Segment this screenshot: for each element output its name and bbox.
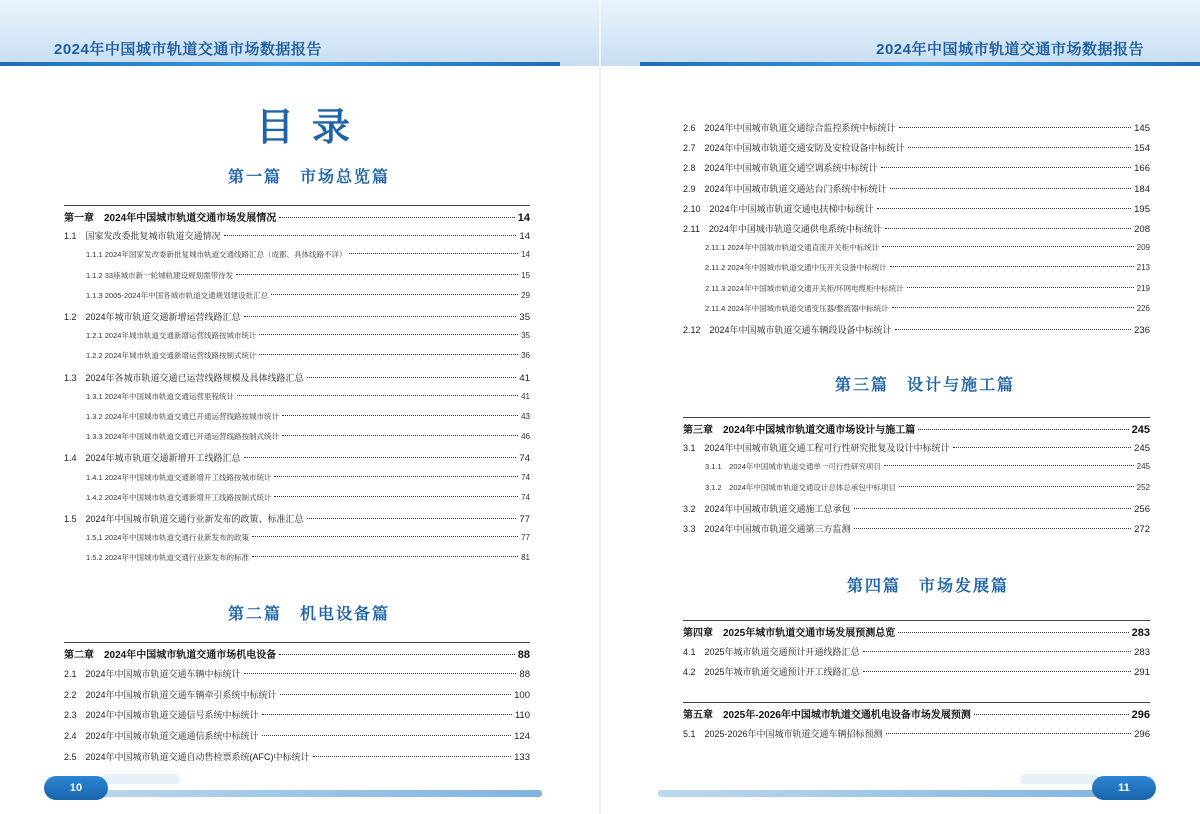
toc-entry-page: 88 bbox=[519, 668, 530, 680]
toc-section-entry[interactable] bbox=[64, 688, 530, 701]
toc-entry-page: 226 bbox=[1136, 303, 1150, 313]
dot-leader bbox=[274, 496, 518, 497]
toc-entry-title: 第五章 2025年-2026年中国城市轨道交通机电设备市场发展预测 bbox=[683, 710, 971, 721]
dot-leader bbox=[886, 733, 1132, 734]
chapter-rule bbox=[683, 702, 1150, 703]
toc-chapter-entry[interactable] bbox=[683, 624, 1150, 639]
dot-leader bbox=[892, 307, 1134, 308]
toc-section-entry[interactable] bbox=[64, 750, 530, 763]
toc-entry-title: 1.4.1 2024年中国城市轨道交通新增开工线路按城市统计 bbox=[86, 472, 272, 482]
toc-entry-page: 272 bbox=[1134, 524, 1150, 535]
dot-leader bbox=[252, 536, 518, 537]
dot-leader bbox=[974, 714, 1129, 715]
toc-entry-title: 4.2 2025年城市轨道交通预计开工线路汇总 bbox=[683, 667, 860, 677]
toc-entry-title: 1.1 国家发改委批复城市轨道交通情况 bbox=[64, 231, 221, 242]
chapter-rule bbox=[64, 205, 530, 206]
dot-leader bbox=[236, 274, 518, 275]
part-heading-1: 第一篇 市场总览篇 bbox=[228, 169, 391, 186]
dot-leader bbox=[271, 294, 518, 295]
toc-entry-page: 245 bbox=[1136, 462, 1150, 472]
toc-subsection-entry[interactable] bbox=[86, 391, 530, 402]
toc-entry-title: 2.4 2024年中国城市轨道交通通信系统中标统计 bbox=[64, 731, 259, 742]
toc-entry-title: 2.10 2024年中国城市轨道交通电扶梯中标统计 bbox=[683, 203, 874, 214]
dot-leader bbox=[224, 235, 517, 236]
toc-section-entry[interactable] bbox=[683, 121, 1150, 134]
toc-entry-page: 296 bbox=[1134, 728, 1150, 740]
toc-section-entry[interactable] bbox=[683, 502, 1150, 515]
toc-chapter-entry[interactable] bbox=[683, 421, 1150, 436]
toc-entry-title: 1.1.3 2005-2024年中国各城市轨道交通规划建设批汇总 bbox=[86, 290, 269, 300]
dot-leader bbox=[877, 208, 1132, 209]
toc-entry-page: 77 bbox=[521, 533, 530, 543]
toc-entry-title: 1.2 2024年城市轨道交通新增运营线路汇总 bbox=[64, 312, 241, 322]
toc-entry-title: 2.3 2024年中国城市轨道交通信号系统中标统计 bbox=[64, 710, 259, 721]
header-title-right: 2024年中国城市轨道交通市场数据报告 bbox=[876, 41, 1144, 58]
toc-subsection-entry[interactable] bbox=[705, 461, 1150, 472]
toc-entry-title: 1.5 2024年中国城市轨道交通行业新发布的政策、标准汇总 bbox=[64, 514, 304, 524]
dot-leader bbox=[907, 287, 1134, 288]
toc-section-entry[interactable] bbox=[64, 708, 530, 721]
dot-leader bbox=[244, 673, 517, 674]
toc-entry-title: 2.5 2024年中国城市轨道交通自动售检票系统(AFC)中标统计 bbox=[64, 752, 310, 762]
chapter-rule bbox=[64, 642, 530, 643]
toc-entry-page: 184 bbox=[1134, 183, 1150, 195]
toc-subsection-entry[interactable] bbox=[705, 482, 1150, 493]
dot-leader bbox=[349, 253, 518, 254]
toc-section-entry[interactable] bbox=[64, 451, 530, 464]
toc-entry-page: 236 bbox=[1134, 325, 1150, 336]
toc-entry-page: 245 bbox=[1131, 424, 1150, 436]
toc-section-entry[interactable] bbox=[683, 645, 1150, 658]
toc-entry-page: 213 bbox=[1136, 263, 1150, 273]
dot-leader bbox=[854, 508, 1132, 509]
dot-leader bbox=[884, 465, 1134, 466]
dot-leader bbox=[898, 632, 1128, 633]
toc-entry-page: 43 bbox=[521, 412, 530, 421]
dot-leader bbox=[279, 217, 515, 218]
toc-entry-page: 256 bbox=[1134, 503, 1150, 515]
dot-leader bbox=[918, 429, 1128, 430]
toc-section-entry[interactable] bbox=[683, 727, 1150, 740]
toc-entry-page: 245 bbox=[1134, 443, 1150, 455]
toc-chapter-entry[interactable] bbox=[64, 646, 530, 661]
toc-subsection-entry[interactable] bbox=[86, 330, 530, 341]
dot-leader bbox=[307, 377, 517, 378]
toc-entry-page: 74 bbox=[521, 492, 530, 502]
toc-section-entry[interactable] bbox=[683, 522, 1150, 535]
toc-entry-page: 209 bbox=[1136, 243, 1150, 253]
toc-entry-page: 41 bbox=[519, 372, 530, 384]
dot-leader bbox=[274, 476, 518, 477]
dot-leader bbox=[881, 167, 1132, 168]
toc-entry-page: 195 bbox=[1134, 203, 1150, 215]
toc-entry-page: 74 bbox=[521, 472, 530, 482]
dot-leader bbox=[262, 735, 512, 736]
toc-entry-title: 2.11.4 2024年中国城市轨道交通变压器/整流器中标统计 bbox=[705, 303, 889, 313]
dot-leader bbox=[885, 228, 1131, 229]
toc-subsection-entry[interactable] bbox=[86, 411, 530, 422]
page-number-right: 11 bbox=[1092, 776, 1156, 800]
toc-entry-page: 110 bbox=[514, 710, 530, 722]
toc-section-entry[interactable] bbox=[64, 371, 530, 384]
toc-entry-page: 88 bbox=[517, 649, 530, 661]
toc-entry-title: 1.5.1 2024年中国城市轨道交通行业新发布的政策 bbox=[86, 533, 249, 543]
toc-entry-page: 145 bbox=[1134, 123, 1150, 134]
dot-leader bbox=[899, 127, 1132, 128]
toc-entry-title: 第一章 2024年中国城市轨道交通市场发展情况 bbox=[64, 213, 277, 224]
dot-leader bbox=[279, 654, 515, 655]
toc-title: 目录 bbox=[256, 107, 369, 149]
toc-subsection-entry[interactable] bbox=[86, 472, 530, 483]
toc-section-entry[interactable] bbox=[64, 310, 530, 323]
toc-entry-page: 15 bbox=[521, 270, 530, 280]
toc-entry-page: 41 bbox=[521, 391, 530, 401]
toc-entry-page: 296 bbox=[1131, 709, 1150, 721]
toc-section-entry[interactable] bbox=[64, 229, 530, 242]
toc-entry-title: 3.1.2 2024年中国城市轨道交通设计总体总承包中标项目 bbox=[705, 482, 896, 492]
toc-subsection-entry[interactable] bbox=[86, 350, 530, 361]
toc-section-entry[interactable] bbox=[683, 323, 1150, 336]
toc-entry-page: 14 bbox=[521, 250, 530, 260]
dot-leader bbox=[863, 671, 1132, 672]
footer-wave-left bbox=[100, 774, 180, 784]
toc-entry-title: 3.1.1 2024年中国城市轨道交通单一可行性研究项目 bbox=[705, 462, 881, 472]
toc-subsection-entry[interactable] bbox=[86, 249, 530, 260]
toc-entry-title: 5.1 2025-2026年中国城市轨道交通车辆招标预测 bbox=[683, 728, 883, 739]
toc-entry-title: 1.5.2 2024年中国城市轨道交通行业新发布的标准 bbox=[86, 553, 249, 563]
part-heading-4: 第四篇 市场发展篇 bbox=[847, 578, 1010, 595]
dot-leader bbox=[307, 518, 517, 519]
toc-entry-page: 154 bbox=[1134, 143, 1150, 155]
toc-entry-title: 2.11.1 2024年中国城市轨道交通直流开关柜中标统计 bbox=[705, 243, 880, 253]
toc-subsection-entry[interactable] bbox=[86, 270, 530, 281]
dot-leader bbox=[313, 756, 512, 757]
toc-entry-page: 14 bbox=[519, 231, 530, 243]
dot-leader bbox=[863, 651, 1132, 652]
toc-entry-page: 133 bbox=[514, 752, 530, 763]
toc-subsection-entry[interactable] bbox=[86, 532, 530, 543]
dot-leader bbox=[953, 447, 1132, 448]
header-rule-left bbox=[0, 62, 560, 66]
toc-entry-page: 283 bbox=[1131, 627, 1150, 639]
toc-entry-page: 166 bbox=[1134, 163, 1150, 175]
toc-entry-title: 1.3.3 2024年中国城市轨道交通已开通运营线路按制式统计 bbox=[86, 432, 279, 442]
part-heading-2: 第二篇 机电设备篇 bbox=[228, 606, 391, 623]
toc-entry-page: 252 bbox=[1136, 482, 1150, 492]
toc-entry-title: 2.11.2 2024年中国城市轨道交通中压开关设备中标统计 bbox=[705, 263, 887, 273]
toc-subsection-entry[interactable] bbox=[705, 303, 1150, 314]
toc-entry-page: 36 bbox=[521, 351, 530, 361]
toc-entry-title: 2.7 2024年中国城市轨道交通安防及安检设备中标统计 bbox=[683, 143, 905, 154]
dot-leader bbox=[282, 435, 518, 436]
toc-section-entry[interactable] bbox=[683, 441, 1150, 454]
toc-chapter-entry[interactable] bbox=[64, 209, 530, 224]
toc-entry-title: 2.1 2024年中国城市轨道交通车辆中标统计 bbox=[64, 668, 241, 679]
toc-entry-title: 2.12 2024年中国城市轨道交通车辆段设备中标统计 bbox=[683, 325, 892, 335]
toc-entry-title: 3.1 2024年中国城市轨道交通工程可行性研究批复及设计中标统计 bbox=[683, 443, 950, 454]
toc-entry-title: 1.2.2 2024年城市轨道交通新增运营线路按制式统计 bbox=[86, 351, 257, 361]
toc-section-entry[interactable] bbox=[683, 141, 1150, 154]
toc-entry-title: 1.3.2 2024年中国城市轨道交通已开通运营线路按城市统计 bbox=[86, 412, 279, 421]
toc-entry-page: 100 bbox=[514, 689, 530, 701]
toc-section-entry[interactable] bbox=[64, 512, 530, 525]
toc-entry-title: 1.4 2024年城市轨道交通新增开工线路汇总 bbox=[64, 453, 241, 464]
toc-section-entry[interactable] bbox=[64, 667, 530, 680]
dot-leader bbox=[262, 714, 512, 715]
toc-entry-page: 46 bbox=[521, 432, 530, 442]
toc-entry-title: 2.2 2024年中国城市轨道交通车辆牵引系统中标统计 bbox=[64, 689, 277, 700]
toc-section-entry[interactable] bbox=[683, 222, 1150, 235]
header-rule-right bbox=[640, 62, 1200, 66]
toc-entry-title: 第三章 2024年中国城市轨道交通市场设计与施工篇 bbox=[683, 425, 916, 436]
dot-leader bbox=[882, 246, 1134, 247]
toc-entry-title: 1.1.1 2024年国家发改委新批复城市轨道交通线路汇总（成都、具体线路不详） bbox=[86, 250, 347, 260]
page-number-left: 10 bbox=[44, 776, 108, 800]
dot-leader bbox=[890, 266, 1134, 267]
toc-entry-title: 第四章 2025年城市轨道交通市场发展预测总览 bbox=[683, 628, 896, 639]
dot-leader bbox=[899, 486, 1134, 487]
toc-entry-page: 35 bbox=[519, 312, 530, 323]
dot-leader bbox=[244, 457, 517, 458]
toc-entry-title: 2.9 2024年中国城市轨道交通站台门系统中标统计 bbox=[683, 183, 887, 194]
toc-entry-page: 291 bbox=[1134, 667, 1150, 678]
toc-entry-title: 1.3 2024年各城市轨道交通已运营线路规模及具体线路汇总 bbox=[64, 372, 304, 383]
toc-section-entry[interactable] bbox=[683, 182, 1150, 195]
dot-leader bbox=[259, 334, 518, 335]
toc-subsection-entry[interactable] bbox=[86, 552, 530, 563]
footer-bar-left bbox=[60, 790, 542, 797]
toc-entry-title: 1.1.2 33座城市新一轮城轨建设规划需带待发 bbox=[86, 270, 234, 280]
dot-leader bbox=[890, 188, 1132, 189]
toc-section-entry[interactable] bbox=[683, 665, 1150, 678]
toc-entry-title: 第二章 2024年中国城市轨道交通市场机电设备 bbox=[64, 650, 277, 661]
toc-subsection-entry[interactable] bbox=[86, 431, 530, 442]
page-gutter bbox=[599, 0, 601, 814]
dot-leader bbox=[244, 316, 517, 317]
toc-entry-page: 283 bbox=[1134, 646, 1150, 658]
toc-entry-title: 1.2.1 2024年城市轨道交通新增运营线路按城市统计 bbox=[86, 331, 257, 341]
toc-entry-page: 29 bbox=[521, 290, 530, 300]
toc-entry-page: 35 bbox=[521, 331, 530, 341]
toc-chapter-entry[interactable] bbox=[683, 706, 1150, 721]
toc-section-entry[interactable] bbox=[683, 161, 1150, 174]
dot-leader bbox=[895, 329, 1132, 330]
toc-section-entry[interactable] bbox=[64, 729, 530, 742]
header-title-left: 2024年中国城市轨道交通市场数据报告 bbox=[54, 41, 322, 58]
toc-subsection-entry[interactable] bbox=[86, 290, 530, 301]
toc-subsection-entry[interactable] bbox=[705, 283, 1150, 294]
toc-entry-page: 208 bbox=[1134, 224, 1150, 235]
toc-subsection-entry[interactable] bbox=[705, 262, 1150, 273]
toc-entry-page: 81 bbox=[521, 553, 530, 563]
chapter-rule bbox=[683, 417, 1150, 418]
toc-entry-page: 77 bbox=[519, 514, 530, 525]
toc-entry-title: 3.2 2024年中国城市轨道交通施工总承包 bbox=[683, 503, 851, 514]
footer-bar-right bbox=[658, 790, 1140, 797]
dot-leader bbox=[259, 354, 518, 355]
dot-leader bbox=[280, 694, 512, 695]
toc-subsection-entry[interactable] bbox=[86, 492, 530, 503]
toc-entry-title: 4.1 2025年城市轨道交通预计开通线路汇总 bbox=[683, 646, 860, 657]
dot-leader bbox=[237, 395, 518, 396]
chapter-rule bbox=[683, 620, 1150, 621]
toc-section-entry[interactable] bbox=[683, 202, 1150, 215]
toc-entry-title: 2.6 2024年中国城市轨道交通综合监控系统中标统计 bbox=[683, 123, 896, 133]
toc-entry-page: 124 bbox=[514, 731, 530, 743]
toc-entry-title: 2.11.3 2024年中国城市轨道交通开关柜/环网电缆柜中标统计 bbox=[705, 283, 904, 293]
toc-subsection-entry[interactable] bbox=[705, 242, 1150, 253]
toc-entry-title: 3.3 2024年中国城市轨道交通第三方监测 bbox=[683, 524, 851, 534]
toc-entry-title: 2.8 2024年中国城市轨道交通空调系统中标统计 bbox=[683, 163, 878, 174]
part-heading-3: 第三篇 设计与施工篇 bbox=[835, 377, 1016, 394]
dot-leader bbox=[854, 528, 1132, 529]
dot-leader bbox=[252, 556, 518, 557]
toc-entry-page: 14 bbox=[517, 212, 530, 224]
dot-leader bbox=[282, 415, 518, 416]
toc-entry-title: 1.3.1 2024年中国城市轨道交通运营里程统计 bbox=[86, 391, 234, 401]
toc-entry-page: 219 bbox=[1136, 283, 1150, 293]
toc-entry-page: 74 bbox=[519, 453, 530, 465]
toc-entry-title: 2.11 2024年中国城市轨道交通供电系统中标统计 bbox=[683, 224, 882, 234]
footer-wave-right bbox=[1020, 774, 1100, 784]
toc-entry-title: 1.4.2 2024年中国城市轨道交通新增开工线路按制式统计 bbox=[86, 492, 272, 502]
dot-leader bbox=[908, 147, 1132, 148]
